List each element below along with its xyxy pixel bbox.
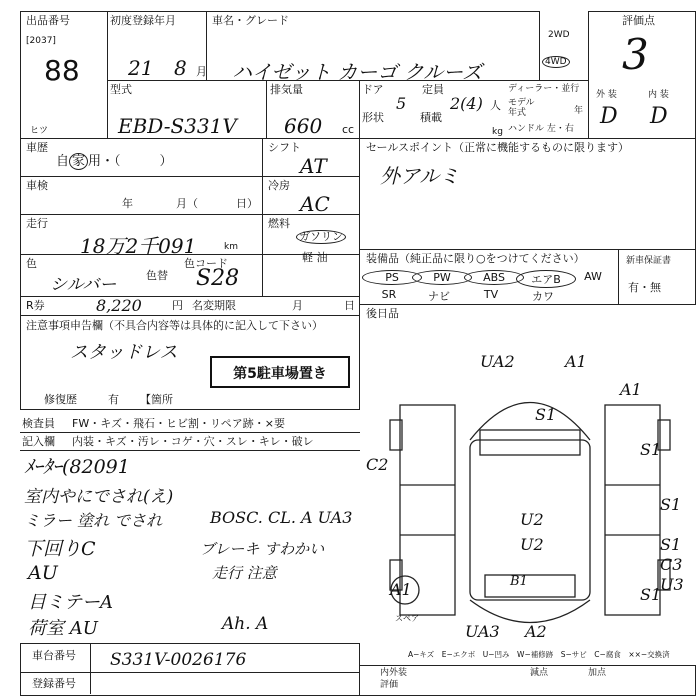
after-label: 後日品	[366, 307, 399, 320]
inspector-label: 検査員	[22, 417, 55, 430]
score-value: 3	[622, 30, 649, 79]
dmg-c3: C3	[660, 555, 683, 574]
dmg-b1: B1	[510, 574, 528, 589]
repair-parts: 【箇所	[140, 393, 173, 406]
hand-note-2: 室内やにでされ(え)	[24, 487, 174, 507]
equip-tv: TV	[483, 288, 499, 301]
dealer-label: ディーラー・並行	[508, 84, 580, 94]
int-label: 内 装	[648, 90, 669, 100]
lot-foot: ヒツ	[30, 126, 49, 136]
disp-value: 660	[284, 114, 323, 138]
dmg-a1-b: A1	[390, 580, 412, 599]
mileage-value: 18万2千091	[80, 234, 197, 258]
usage-value: 自 家 用・（ ）	[56, 154, 173, 169]
color-code: S28	[196, 266, 240, 291]
bottom-label-4: 加点	[588, 668, 607, 678]
dmg-c2: C2	[366, 455, 389, 474]
hand-note-7: 荷室 AU	[28, 618, 98, 639]
door-label: ドア	[362, 83, 384, 96]
warranty-value: 有・無	[628, 281, 661, 294]
chassis-value: S331V-0026176	[110, 650, 247, 670]
hand-note-3: ミラー 塗れ でされ	[24, 511, 163, 530]
shape-label: 形状	[362, 111, 384, 124]
capacity-value: 2(4)	[450, 94, 483, 113]
car-rear	[470, 600, 590, 623]
equip-navi: ナビ	[428, 290, 450, 303]
car-right-side	[605, 405, 660, 615]
hand-note-mid-2: ブレーキ すわかい	[200, 540, 325, 558]
mileage-km: km	[224, 242, 238, 252]
lot-label: 出品番号	[26, 14, 70, 27]
repair-has: 有	[108, 393, 119, 406]
disp-label: 排気量	[270, 83, 303, 96]
door-value: 5	[396, 94, 407, 113]
equip-ps: PS	[362, 270, 422, 285]
fuel-label: 燃料	[268, 217, 290, 230]
repair-label: 修復歴	[44, 393, 77, 406]
recycle-label: R券	[26, 299, 45, 312]
parking-stamp: 第5駐車場置き	[210, 356, 350, 388]
score-label: 評価点	[622, 14, 655, 27]
name-change-month: 月	[292, 299, 303, 312]
bottom-label-3: 減点	[530, 668, 549, 678]
dmg-s1-r: S1	[640, 440, 662, 459]
color-change-label: 色替	[146, 269, 168, 282]
dmg-s1-r3: S1	[660, 535, 682, 554]
inspector-items: FW・キズ・飛石・ヒビ割・リペア跡・×要	[72, 417, 285, 430]
mileage-label: 走行	[26, 217, 48, 230]
first-reg-label: 初度登録年月	[110, 14, 176, 27]
kg-label: kg	[492, 127, 503, 137]
load-label: 積載	[420, 111, 442, 124]
car-rear-window	[485, 575, 575, 597]
dmg-s1-b: S1	[640, 585, 662, 604]
inspection-day: 日）	[236, 197, 258, 210]
dmg-s1-c: S1	[535, 405, 557, 424]
sales-point-value: 外アルミ	[380, 164, 460, 188]
damage-legend: A−キズ E−エクボ U−凹み W−補修跡 S−サビ C−腐食 ××−交換済	[408, 650, 670, 659]
model-value: EBD-S331V	[118, 114, 237, 138]
hand-note-5: AU	[28, 562, 58, 584]
fuel-petrol: ガソリン	[296, 230, 346, 244]
shift-value: AT	[300, 154, 327, 178]
dmg-a1-r: A1	[620, 380, 642, 399]
chassis-label: 車台番号	[32, 649, 76, 662]
hand-note-mid-1: BOSC. CL. A UA3	[210, 508, 353, 527]
drive-4wd: 4WD	[542, 56, 570, 68]
hand-note-1: ﾒｰﾀｰ(82091	[24, 456, 130, 478]
hand-note-6: 目ミテーA	[28, 592, 113, 613]
ac-label: 冷房	[268, 179, 290, 192]
first-reg-month-unit: 月	[196, 65, 207, 78]
row-line	[20, 450, 360, 451]
dmg-u3: U3	[660, 575, 684, 594]
model-year-label: モデル 年式	[508, 98, 535, 118]
notes-value: スタッドレス	[70, 342, 178, 363]
inspection-year: 年	[122, 197, 133, 210]
bottom-label-1: 内外装	[380, 668, 408, 678]
model-label: 型式	[110, 83, 132, 96]
notes-label: 注意事項申告欄（不具合内容等は具体的に記入して下さい）	[26, 319, 323, 332]
register-label: 登録番号	[32, 677, 76, 690]
lot-sub: [2037]	[26, 36, 56, 46]
hand-note-mid-3: 走行 注意	[212, 564, 277, 582]
int-value: D	[650, 104, 668, 129]
capacity-unit: 人	[490, 99, 501, 112]
color-label: 色	[26, 257, 37, 270]
drive-2wd: 2WD	[548, 30, 570, 40]
recycle-value: 8,220	[96, 296, 142, 315]
row-line	[20, 432, 360, 433]
bottom-label-2: 評価	[380, 680, 399, 690]
dmg-ua2: UA2	[480, 352, 515, 371]
sales-point-label: セールスポイント（正常に機能するものに限ります）	[366, 141, 630, 154]
dmg-a1-top: A1	[565, 352, 587, 371]
lot-number: 88	[44, 54, 80, 87]
car-diagram	[360, 345, 700, 645]
shift-divider	[262, 138, 263, 296]
disp-unit: cc	[342, 123, 355, 136]
spare-label: スペア	[395, 614, 419, 623]
first-reg-month: 8	[174, 56, 187, 80]
car-front	[470, 403, 590, 441]
name-change-day: 日	[344, 299, 355, 312]
dmg-u2-b: U2	[520, 535, 544, 554]
name-change-label: 名変期限	[192, 299, 236, 312]
entry-items: 内装・キズ・汚レ・コゲ・穴・スレ・キレ・破レ	[72, 435, 314, 448]
recycle-unit: 円	[172, 299, 183, 312]
equip-aw: AW	[584, 270, 602, 283]
hand-note-4: 下回りC	[24, 538, 96, 560]
shift-label: シフト	[268, 141, 301, 154]
row-line	[20, 296, 360, 297]
equip-sr: SR	[381, 288, 397, 301]
equip-leather: カワ	[532, 290, 554, 303]
equip-airbag: エアB	[516, 270, 576, 288]
color-code-label: 色コード	[184, 257, 228, 270]
usage-label: 車歴	[26, 141, 48, 154]
inspection-label: 車検	[26, 179, 48, 192]
ext-label: 外 装	[596, 90, 617, 100]
dmg-u2: U2	[520, 510, 544, 529]
car-name-label: 車名・グレード	[212, 14, 289, 27]
first-reg-year: 21	[128, 56, 154, 80]
entry-label: 記入欄	[22, 435, 55, 448]
dmg-s1-r2: S1	[660, 495, 682, 514]
warranty-label: 新車保証書	[626, 256, 672, 266]
handle-label: ハンドル 左・右	[508, 124, 574, 134]
bottom-grid	[359, 665, 696, 696]
car-name-value: ハイゼット カーゴ クルーズ	[232, 60, 483, 84]
dmg-a2: A2	[525, 622, 547, 641]
equip-abs: ABS	[464, 270, 524, 285]
hand-note-low-1: Ah. A	[222, 614, 269, 634]
capacity-label: 定員	[422, 83, 444, 96]
sales-point-box	[359, 138, 696, 250]
dmg-ua3: UA3	[465, 622, 500, 641]
model-year-unit: 年	[574, 106, 584, 116]
equipment-label: 装備品（純正品に限り○をつけてください）	[366, 252, 585, 265]
ac-value: AC	[300, 192, 330, 216]
color-value: シルバー	[50, 275, 117, 295]
car-windshield	[480, 430, 580, 455]
ext-value: D	[600, 104, 618, 129]
inspection-month: 月（	[176, 197, 198, 210]
equip-pw: PW	[412, 270, 472, 285]
fuel-diesel: 軽 油	[302, 251, 328, 264]
